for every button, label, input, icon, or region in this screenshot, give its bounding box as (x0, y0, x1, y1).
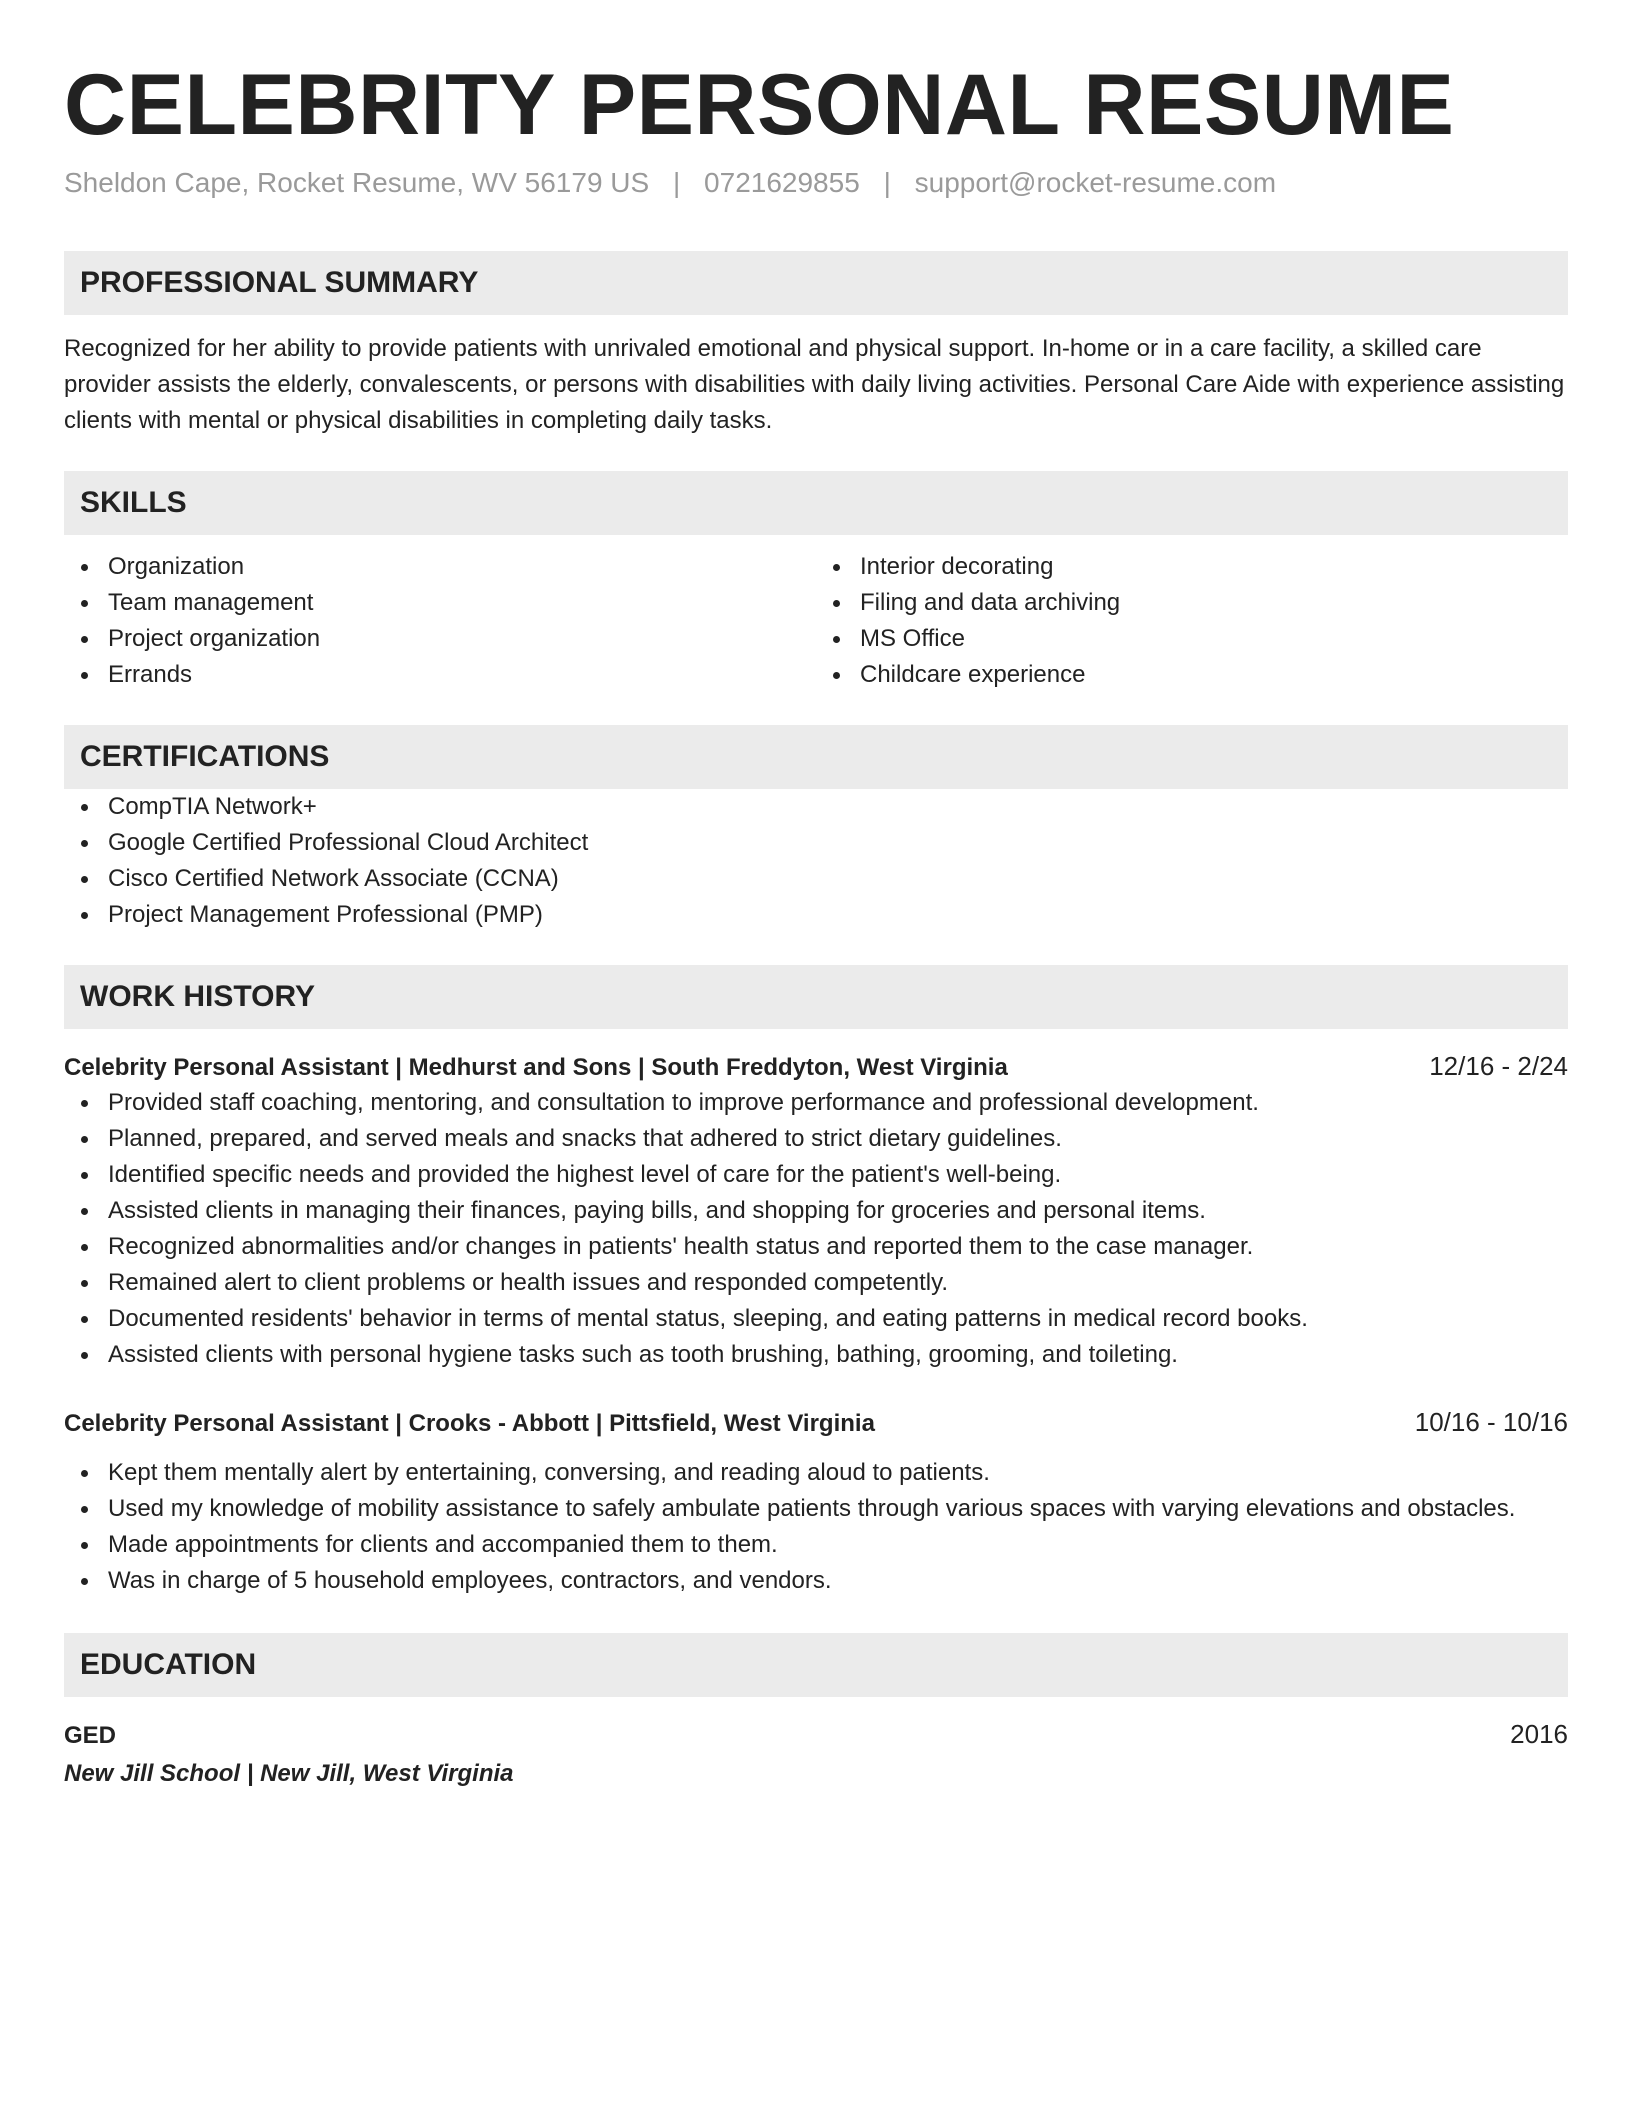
job-title: Celebrity Personal Assistant | Crooks - Abbott | Pittsfield, West Virginia (64, 1409, 875, 1437)
skills-list (64, 549, 1568, 693)
job-duty-item: Provided staff coaching, mentoring, and consultation to improve performance and professional development. (64, 1085, 1568, 1121)
certification-item: CompTIA Network+ (64, 789, 1568, 825)
contact-phone: 0721629855 (704, 166, 860, 198)
skill-item: Team management (64, 585, 816, 621)
job-dates: 12/16 - 2/24 (1429, 1050, 1568, 1081)
job-duties (64, 1085, 1568, 1373)
job-header (64, 1049, 1568, 1085)
job-duty-item: Recognized abnormalities and/or changes in patients' health status and reported them to the case manager. (64, 1229, 1568, 1265)
certifications-heading: CERTIFICATIONS (64, 725, 1568, 789)
job-duty-item: Documented residents' behavior in terms of mental status, sleeping, and eating patterns in medical record books. (64, 1301, 1568, 1337)
job-entry (64, 1049, 1568, 1373)
certifications-list (64, 789, 1568, 933)
education-entry (64, 1717, 1568, 1791)
resume-title: CELEBRITY PERSONAL RESUME (64, 57, 1455, 153)
contact-line (64, 165, 1568, 201)
summary-text: Recognized for her ability to provide patients with unrivaled emotional and physical support. In-home or in a care facility, a skilled care provider assists the elderly, convalescents, or persons with disabilities with daily living activities. Personal Care Aide with experience assisting clients with mental or physical disabilities in completing daily tasks. (64, 334, 1565, 434)
skills-column-right (816, 549, 1568, 693)
work-history-heading: WORK HISTORY (64, 965, 1568, 1029)
contact-separator: | (672, 166, 681, 198)
job-duty-item: Used my knowledge of mobility assistance to safely ambulate patients through various spaces with varying elevations and obstacles. (64, 1491, 1568, 1527)
skill-item: Filing and data archiving (816, 585, 1568, 621)
contact-separator: | (883, 166, 891, 198)
contact-address: Sheldon Cape, Rocket Resume, WV 56179 US (64, 166, 650, 198)
job-duty-item: Assisted clients in managing their finances, paying bills, and shopping for groceries and personal items. (64, 1193, 1568, 1229)
contact-email: support@rocket-resume.com (914, 166, 1277, 198)
job-header (64, 1405, 1568, 1441)
certification-item: Project Management Professional (PMP) (64, 897, 1568, 933)
skill-item: Childcare experience (816, 657, 1568, 693)
education-school: New Jill School | New Jill, West Virginia (64, 1759, 514, 1787)
job-duty-item: Was in charge of 5 household employees, contractors, and vendors. (64, 1563, 1568, 1599)
job-entry (64, 1405, 1568, 1599)
job-title: Celebrity Personal Assistant | Medhurst and Sons | South Freddyton, West Virginia (64, 1053, 1008, 1081)
education-year: 2016 (1510, 1718, 1568, 1749)
skill-item: Organization (64, 549, 816, 585)
certification-item: Google Certified Professional Cloud Architect (64, 825, 1568, 861)
job-duty-item: Made appointments for clients and accompanied them to them. (64, 1527, 1568, 1563)
education-header (64, 1717, 1568, 1753)
certification-item: Cisco Certified Network Associate (CCNA) (64, 861, 1568, 897)
education-heading: EDUCATION (64, 1633, 1568, 1697)
skill-item: MS Office (816, 621, 1568, 657)
skill-item: Errands (64, 657, 816, 693)
skill-item: Project organization (64, 621, 816, 657)
skills-column-left (64, 549, 816, 693)
job-duty-item: Remained alert to client problems or health issues and responded competently. (64, 1265, 1568, 1301)
education-degree: GED (64, 1721, 117, 1749)
job-duty-item: Identified specific needs and provided the highest level of care for the patient's well-being. (64, 1157, 1568, 1193)
job-duty-item: Assisted clients with personal hygiene tasks such as tooth brushing, bathing, grooming, and toileting. (64, 1337, 1568, 1373)
summary-heading: PROFESSIONAL SUMMARY (64, 251, 1568, 315)
job-dates: 10/16 - 10/16 (1414, 1406, 1568, 1437)
job-duty-item: Planned, prepared, and served meals and snacks that adhered to strict dietary guidelines. (64, 1121, 1568, 1157)
job-duties (64, 1455, 1568, 1599)
job-duty-item: Kept them mentally alert by entertaining, conversing, and reading aloud to patients. (64, 1455, 1568, 1491)
skill-item: Interior decorating (816, 549, 1568, 585)
skills-heading: SKILLS (64, 471, 1568, 535)
